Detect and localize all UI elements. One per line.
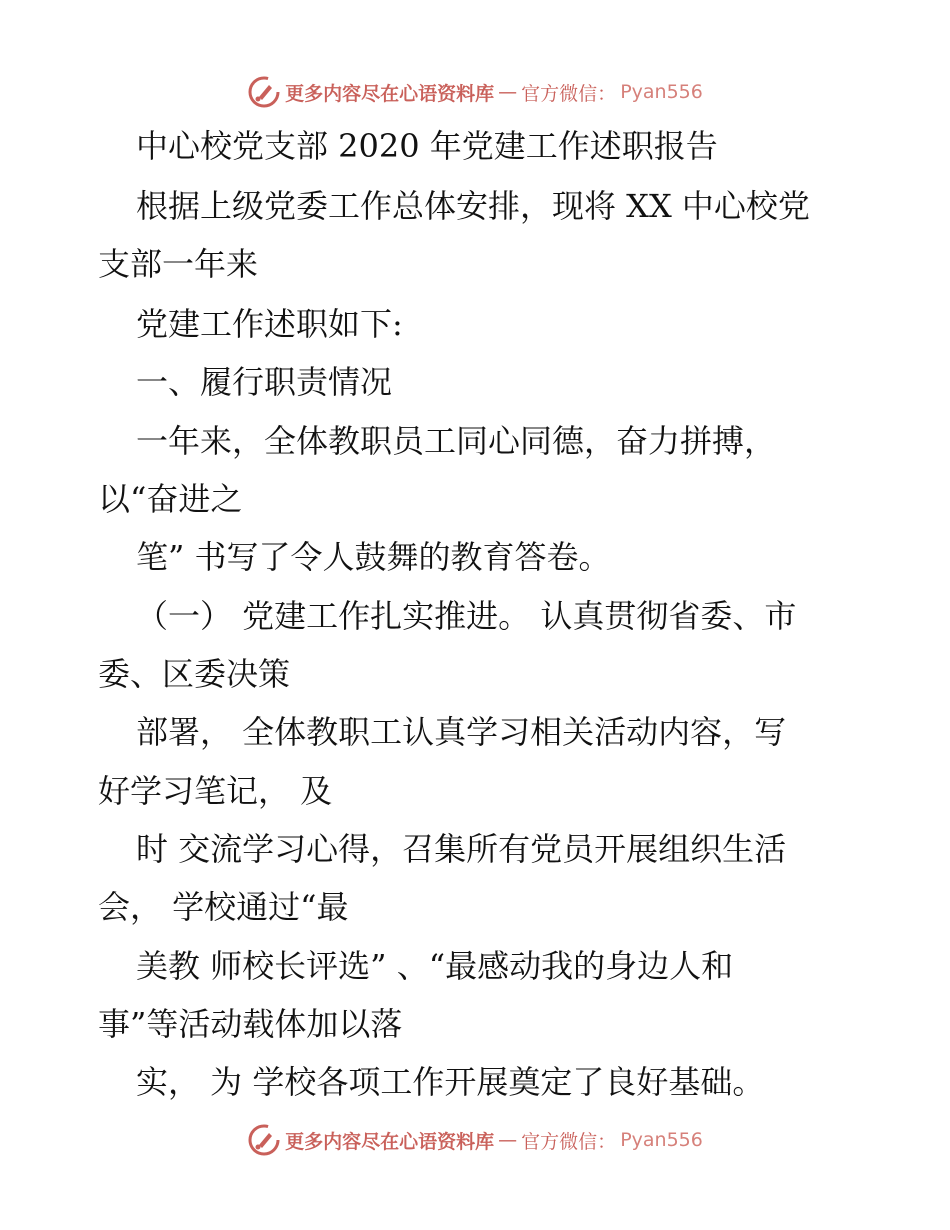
watermark-contact-id: Pyan556 <box>620 1129 703 1151</box>
pen-nib-logo-icon <box>247 1123 281 1157</box>
paragraph-line: 笔” 书写了令人鼓舞的教育答卷。 <box>136 538 611 576</box>
subsection-line: （一） 党建工作扎实推进。 认真贯彻省委、市 <box>136 597 797 635</box>
watermark-contact-id: Pyan556 <box>620 81 703 103</box>
watermark-site-name: 更多内容尽在心语资料库 <box>285 1130 495 1153</box>
watermark-site-name: 更多内容尽在心语资料库 <box>285 82 495 105</box>
paragraph-line: 实， 为 学校各项工作开展奠定了良好基础。 <box>136 1063 765 1101</box>
watermark-dash: — <box>498 1129 518 1151</box>
section-heading: 一、履行职责情况 <box>136 363 393 401</box>
paragraph-line: 事”等活动载体加以落 <box>98 1005 403 1043</box>
paragraph-line: 以“奋进之 <box>98 480 243 518</box>
paragraph-line: 一年来，全体教职员工同心同德，奋力拼搏， <box>136 422 777 460</box>
watermark-contact-label: 官方微信： <box>521 82 617 105</box>
paragraph-line: 支部一年来 <box>98 245 259 283</box>
paragraph-line: 委、区委决策 <box>98 655 291 693</box>
paragraph-line: 党建工作述职如下: <box>136 305 403 343</box>
paragraph-line: 好学习笔记， 及 <box>98 772 333 810</box>
document-title: 中心校党支部 2020 年党建工作述职报告 <box>136 127 718 165</box>
footer-watermark-banner <box>0 1120 950 1160</box>
paragraph-line: 会， 学校通过“最 <box>98 888 349 926</box>
paragraph-line: 美教 师校长评选” 、“最感动我的身边人和 <box>136 947 734 985</box>
watermark-dash: — <box>498 81 518 103</box>
watermark-content <box>247 1123 703 1157</box>
paragraph-line: 根据上级党委工作总体安排，现将 XX 中心校党 <box>136 187 810 225</box>
watermark-contact-label: 官方微信： <box>521 1130 617 1153</box>
paragraph-line: 时 交流学习心得，召集所有党员开展组织生活 <box>136 830 787 868</box>
paragraph-line: 部署， 全体教职工认真学习相关活动内容，写 <box>136 713 787 751</box>
